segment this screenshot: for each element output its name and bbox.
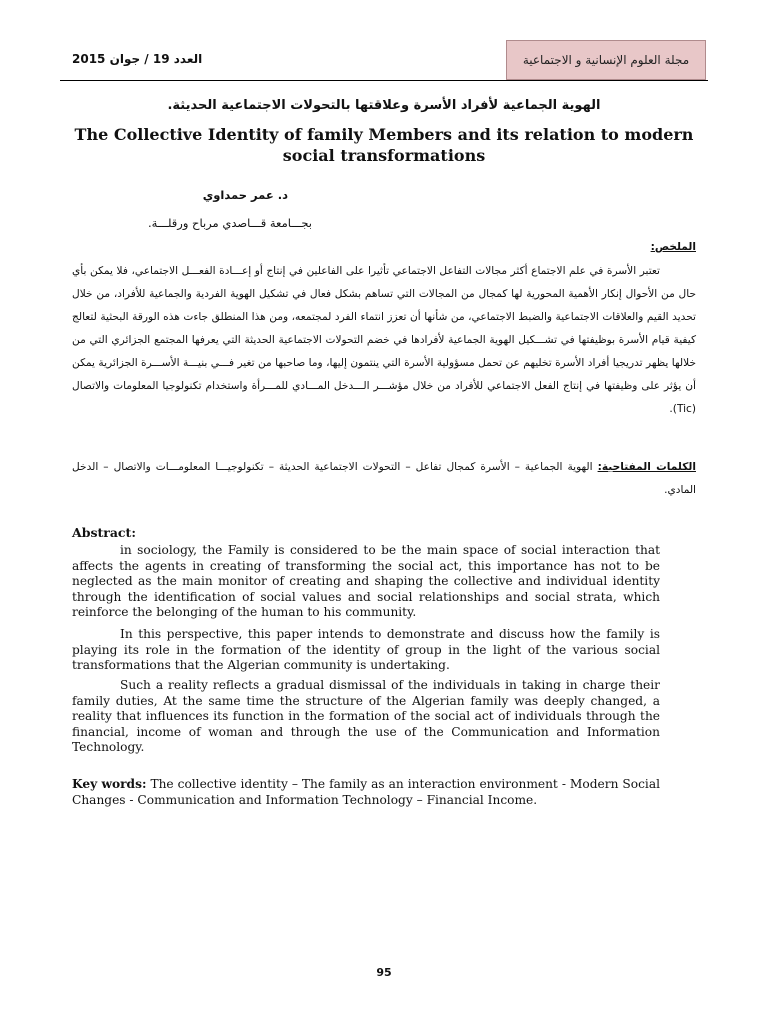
abstract-english-paragraph-3: Such a reality reflects a gradual dismissal of the individuals in taking in charge their family duties, At the same time the structure of the Algerian family was deeply changed, a reality that influences its function in the formation of the social act of individuals through the financial, income of woman and through the use of the Communication and Information Technology. <box>72 678 660 755</box>
author-affiliation: بجـــامعة قـــاصدي مرباح ورقلـــة. <box>148 216 312 230</box>
keywords-arabic-text: الهوية الجماعية – الأسرة كمجال تفاعل – التحولات الاجتماعية الحديثة – تكنولوجيـــا المعلومـــات والاتصال – الدخل المادي. <box>72 461 696 496</box>
abstract-arabic-text: تعتبر الأسرة في علم الاجتماع أكثر مجالات التفاعل الاجتماعي تأثيرا على الفاعلين في إنتاج أو إعـــادة الفعـــل الاجتماعي، فلا يمكن بأي حال من الأحوال إنكار الأهمية المحورية لها كمجال من المجالات التي تساهم بشكل فعال في تشكيل الهوية الفردية والجماعية للأفراد، من خلال تحديد القيم والعلاقات الاجتماعية والضبط الاجتماعي، من شأنها أن تعزز انتماء الفرد لمجتمعه، ومن هذا المنطلق جاءت هذه الورقة البحثية لتعالج كيفية قيام الأسرة بوظيفتها في تشـــكيل الهوية الجماعية لأفرادها في خضم التحولات الاجتماعية الحديثة التي يعرفها المجتمع الجزائري التي من خلالها يظهر تدريجيا أفراد الأسرة تخليهم عن تحمل مسؤولية الأسرة التي ينتمون إليها، وما صاحبها من تغير فـــي بنيـــة الأســـرة الجزائرية يمكن أن يؤثر على وظيفتها في إنتاج الفعل الاجتماعي للأفراد من خلال مؤشـــر الـــدخل المـــادي للمـــرأة واستخدام تكنولوجيا المعلومات والاتصال (Tic). <box>72 265 696 415</box>
abstract-arabic-heading: الملخص: <box>650 241 696 253</box>
page-number: 95 <box>376 966 392 979</box>
abstract-english-heading: Abstract: <box>72 525 136 540</box>
keywords-english <box>72 777 660 808</box>
abstract-english-paragraph-2: In this perspective, this paper intends to demonstrate and discuss how the family is playing its role in the formation of the identity of group in the light of the various social transformations that the Algerian community is undertaking. <box>72 627 660 673</box>
keywords-arabic <box>72 456 696 502</box>
journal-name: مجلة العلوم الإنسانية و الاجتماعية <box>522 53 690 67</box>
keywords-english-text: The collective identity – The family as an interaction environment - Modern Social Changes - Communication and Information Technology – Financial Income. <box>72 777 660 807</box>
issue-info: العدد 19 / جوان 2015 <box>72 52 203 66</box>
abstract-english-paragraph-1: in sociology, the Family is considered to be the main space of social interaction that affects the agents in creating of transforming the social act, this importance has not to be neglected as the main monitor of creating and shaping the collective and individual identity through the identification of social values and social relationships and social strata, which reinforce the belonging of the human to his community. <box>72 543 660 620</box>
title-arabic: الهوية الجماعية لأفراد الأسرة وعلاقتها بالتحولات الاجتماعية الحديثة. <box>167 98 601 113</box>
page-header <box>60 40 708 81</box>
journal-name-box <box>506 40 706 80</box>
keywords-english-label: Key words: <box>72 777 147 791</box>
keywords-arabic-label: الكلمات المفتاحية: <box>597 461 696 473</box>
author-name: د. عمر حمداوي <box>202 188 288 202</box>
title-english: The Collective Identity of family Members and its relation to modern social transformations <box>74 125 694 165</box>
